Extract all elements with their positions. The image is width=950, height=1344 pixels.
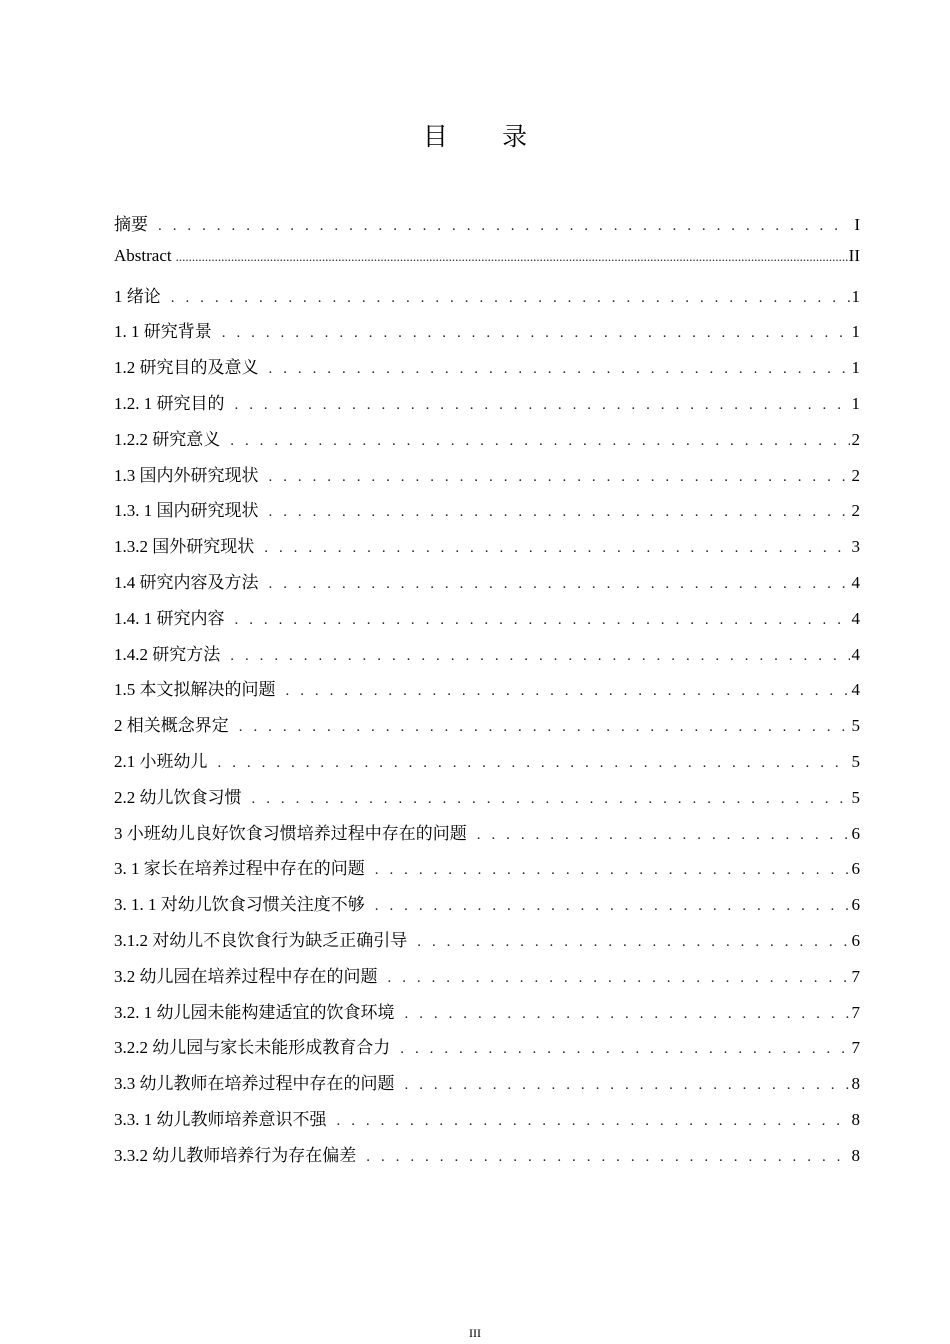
table-of-contents: [114, 210, 860, 1177]
dot-leader: [208, 755, 851, 772]
toc-entry-title: 摘要: [114, 215, 148, 234]
toc-entry-title: 3.3.2 幼儿教师培养行为存在偏差: [114, 1145, 357, 1165]
toc-entry-page: 8: [851, 1074, 860, 1094]
toc-entry-page: 2: [851, 429, 860, 449]
toc-entry-title: Abstract: [114, 245, 172, 265]
dot-leader: [365, 898, 850, 915]
toc-entry[interactable]: [114, 675, 860, 711]
toc-entry-page: 7: [851, 1002, 860, 1022]
toc-entry-page: 5: [851, 751, 860, 771]
toc-entry-page: 1: [851, 393, 860, 413]
toc-entry-page: 1: [851, 286, 860, 306]
toc-entry-page: 2: [851, 501, 860, 521]
toc-entry[interactable]: [114, 819, 860, 855]
toc-entry-title: 1. 1 研究背景: [114, 322, 212, 342]
dot-leader: [365, 862, 850, 879]
toc-entry[interactable]: [114, 353, 860, 389]
toc-entry-title: 1.3 国内外研究现状: [114, 465, 259, 485]
toc-entry[interactable]: [114, 1033, 860, 1069]
toc-entry[interactable]: [114, 962, 860, 998]
dot-leader: [395, 1077, 851, 1094]
dot-leader: [259, 361, 851, 378]
toc-entry-title: 3. 1 家长在培养过程中存在的问题: [114, 859, 365, 879]
toc-entry[interactable]: [114, 425, 860, 461]
toc-entry-page: 4: [851, 572, 860, 592]
toc-entry[interactable]: [114, 389, 860, 425]
toc-entry-page: 8: [851, 1109, 860, 1129]
toc-entry[interactable]: [114, 711, 860, 747]
toc-heading: 目 录: [422, 124, 552, 151]
dot-leader: [172, 249, 849, 265]
toc-entry-title: 1.3. 1 国内研究现状: [114, 501, 259, 521]
toc-entry-page: 1: [851, 322, 860, 342]
toc-entry-page: 8: [851, 1145, 860, 1165]
dot-leader: [259, 504, 851, 521]
toc-entry-page: 4: [851, 608, 860, 628]
toc-entry[interactable]: [114, 926, 860, 962]
toc-entry-title: 3.3 幼儿教师在培养过程中存在的问题: [114, 1074, 395, 1094]
toc-entry-page: 6: [851, 930, 860, 950]
dot-leader: [225, 612, 851, 629]
dot-leader: [225, 397, 851, 414]
toc-entry-page: 3: [851, 537, 860, 557]
dot-leader: [220, 433, 850, 450]
toc-entry[interactable]: [114, 246, 860, 282]
dot-leader: [407, 934, 850, 951]
toc-entry[interactable]: [114, 568, 860, 604]
toc-entry[interactable]: [114, 1141, 860, 1177]
toc-entry[interactable]: [114, 532, 860, 568]
toc-entry-title: 2 相关概念界定: [114, 716, 229, 736]
dot-leader: [276, 683, 851, 700]
toc-entry-title: 1.2. 1 研究目的: [114, 393, 225, 413]
toc-entry-title: 3.2.2 幼儿园与家长未能形成教育合力: [114, 1038, 391, 1058]
dot-leader: [229, 719, 850, 736]
dot-leader: [259, 576, 851, 593]
toc-entry[interactable]: [114, 461, 860, 497]
toc-entry[interactable]: [114, 640, 860, 676]
toc-entry-title: 1 绪论: [114, 286, 161, 306]
toc-entry-title: 1.5 本文拟解决的问题: [114, 680, 276, 700]
dot-leader: [220, 648, 850, 665]
toc-entry[interactable]: [114, 317, 860, 353]
dot-leader: [254, 540, 850, 557]
toc-entry[interactable]: [114, 210, 860, 246]
dot-leader: [242, 791, 851, 808]
page-number: III: [469, 1326, 481, 1340]
toc-entry-title: 1.4 研究内容及方法: [114, 572, 259, 592]
toc-entry-page: 2: [851, 465, 860, 485]
toc-entry-title: 1.2.2 研究意义: [114, 429, 221, 449]
toc-entry-page: II: [848, 245, 860, 265]
toc-entry[interactable]: [114, 604, 860, 640]
toc-entry-page: 5: [851, 716, 860, 736]
toc-entry-page: 6: [851, 859, 860, 879]
dot-leader: [390, 1041, 850, 1058]
toc-entry-page: 4: [851, 680, 860, 700]
dot-leader: [212, 325, 850, 342]
toc-entry-title: 1.2 研究目的及意义: [114, 358, 259, 378]
toc-entry[interactable]: [114, 496, 860, 532]
toc-entry-title: 3.2. 1 幼儿园未能构建适宜的饮食环境: [114, 1002, 395, 1022]
toc-entry[interactable]: [114, 783, 860, 819]
toc-entry-page: 4: [851, 644, 860, 664]
dot-leader: [259, 469, 851, 486]
toc-entry-page: 6: [851, 823, 860, 843]
toc-entry[interactable]: [114, 998, 860, 1034]
toc-entry-page: I: [854, 215, 860, 234]
toc-entry[interactable]: [114, 890, 860, 926]
toc-entry-page: 5: [851, 787, 860, 807]
toc-entry[interactable]: [114, 282, 860, 318]
dot-leader: [395, 1006, 851, 1023]
toc-entry-title: 2.2 幼儿饮食习惯: [114, 787, 242, 807]
toc-entry-title: 3.3. 1 幼儿教师培养意识不强: [114, 1109, 327, 1129]
dot-leader: [356, 1149, 850, 1166]
toc-entry[interactable]: [114, 1105, 860, 1141]
toc-entry-title: 3.1.2 对幼儿不良饮食行为缺乏正确引导: [114, 930, 408, 950]
dot-leader: [378, 970, 851, 987]
dot-leader: [467, 827, 850, 844]
toc-entry-title: 3. 1. 1 对幼儿饮食习惯关注度不够: [114, 895, 365, 915]
toc-entry[interactable]: [114, 1069, 860, 1105]
toc-entry-title: 1.4. 1 研究内容: [114, 608, 225, 628]
toc-entry-page: 7: [851, 966, 860, 986]
dot-leader: [161, 290, 850, 307]
dot-leader: [327, 1113, 851, 1130]
toc-entry-title: 2.1 小班幼儿: [114, 751, 208, 771]
toc-entry-title: 3.2 幼儿园在培养过程中存在的问题: [114, 966, 378, 986]
toc-entry-page: 7: [851, 1038, 860, 1058]
toc-entry-title: 1.4.2 研究方法: [114, 644, 221, 664]
toc-entry-page: 1: [851, 358, 860, 378]
toc-entry-page: 6: [851, 895, 860, 915]
dot-leader: [148, 218, 850, 235]
toc-entry-title: 3 小班幼儿良好饮食习惯培养过程中存在的问题: [114, 823, 467, 843]
toc-entry[interactable]: [114, 747, 860, 783]
toc-entry-title: 1.3.2 国外研究现状: [114, 537, 255, 557]
toc-entry[interactable]: [114, 854, 860, 890]
